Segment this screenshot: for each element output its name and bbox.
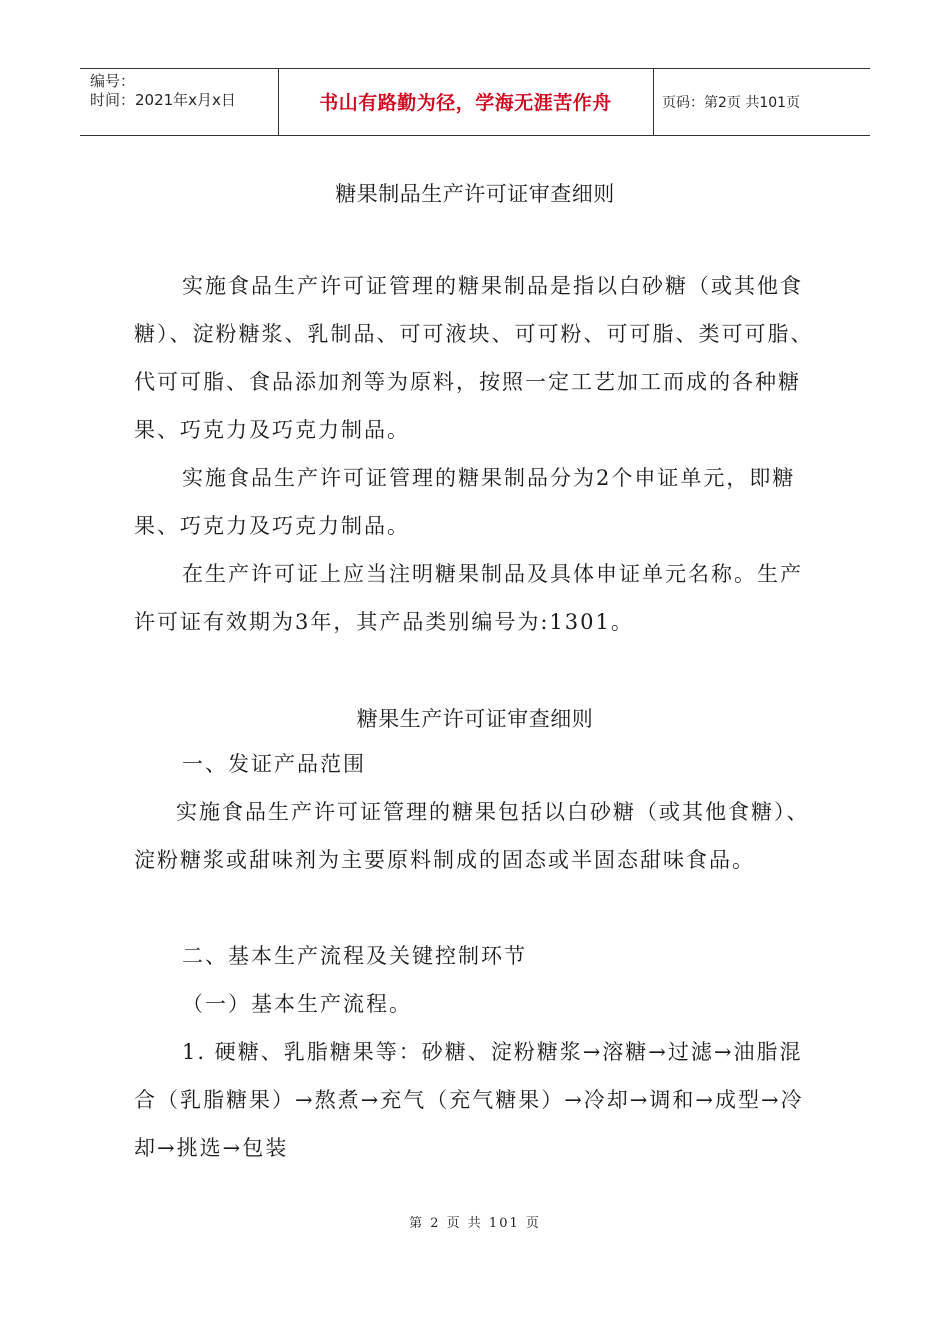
subsection-heading-flow: （一）基本生产流程。 [182, 992, 412, 1016]
units-paragraph: 实施食品生产许可证管理的糖果制品分为2个申证单元，即糖果、巧克力及巧克力制品。 [134, 466, 796, 538]
header-divider-right [653, 68, 654, 135]
section-heading-process: 二、基本生产流程及关键控制环节 [182, 944, 527, 968]
section-heading-scope: 一、发证产品范围 [182, 752, 366, 776]
header-motto: 书山有路勤为径，学海无涯苦作舟 [319, 92, 612, 114]
license-paragraph: 在生产许可证上应当注明糖果制品及具体申证单元名称。生产许可证有效期为3年，其产品类别编号为:1301。 [134, 562, 803, 634]
list-item-hard-candy: 1. 硬糖、乳脂糖果等：砂糖、淀粉糖浆→溶糖→过滤→油脂混合（乳脂糖果）→熬煮→充气（充气糖果）→冷却→调和→成型→冷却→挑选→包装 [134, 1040, 804, 1160]
header-bottom-rule [80, 135, 870, 136]
header-meta [90, 72, 236, 110]
document-title: 糖果制品生产许可证审查细则 [335, 182, 615, 206]
section-title: 糖果生产许可证审查细则 [356, 707, 594, 731]
header-number-label: 编号： [90, 72, 136, 90]
page-footer: 第 2 页 共 101 页 [409, 1216, 541, 1231]
header-time-label: 时间：2021年x月x日 [90, 91, 236, 109]
header-page-info: 页码：第2页 共101页 [662, 95, 801, 111]
scope-paragraph: 实施食品生产许可证管理的糖果包括以白砂糖（或其他食糖）、淀粉糖浆或甜味剂为主要原料制成的固态或半固态甜味食品。 [134, 800, 810, 872]
intro-paragraph: 实施食品生产许可证管理的糖果制品是指以白砂糖（或其他食糖）、淀粉糖浆、乳制品、可可液块、可可粉、可可脂、类可可脂、代可可脂、食品添加剂等为原料，按照一定工艺加工而成的各种糖果、巧克力及巧克力制品。 [134, 274, 814, 442]
header-top-rule [80, 68, 870, 69]
